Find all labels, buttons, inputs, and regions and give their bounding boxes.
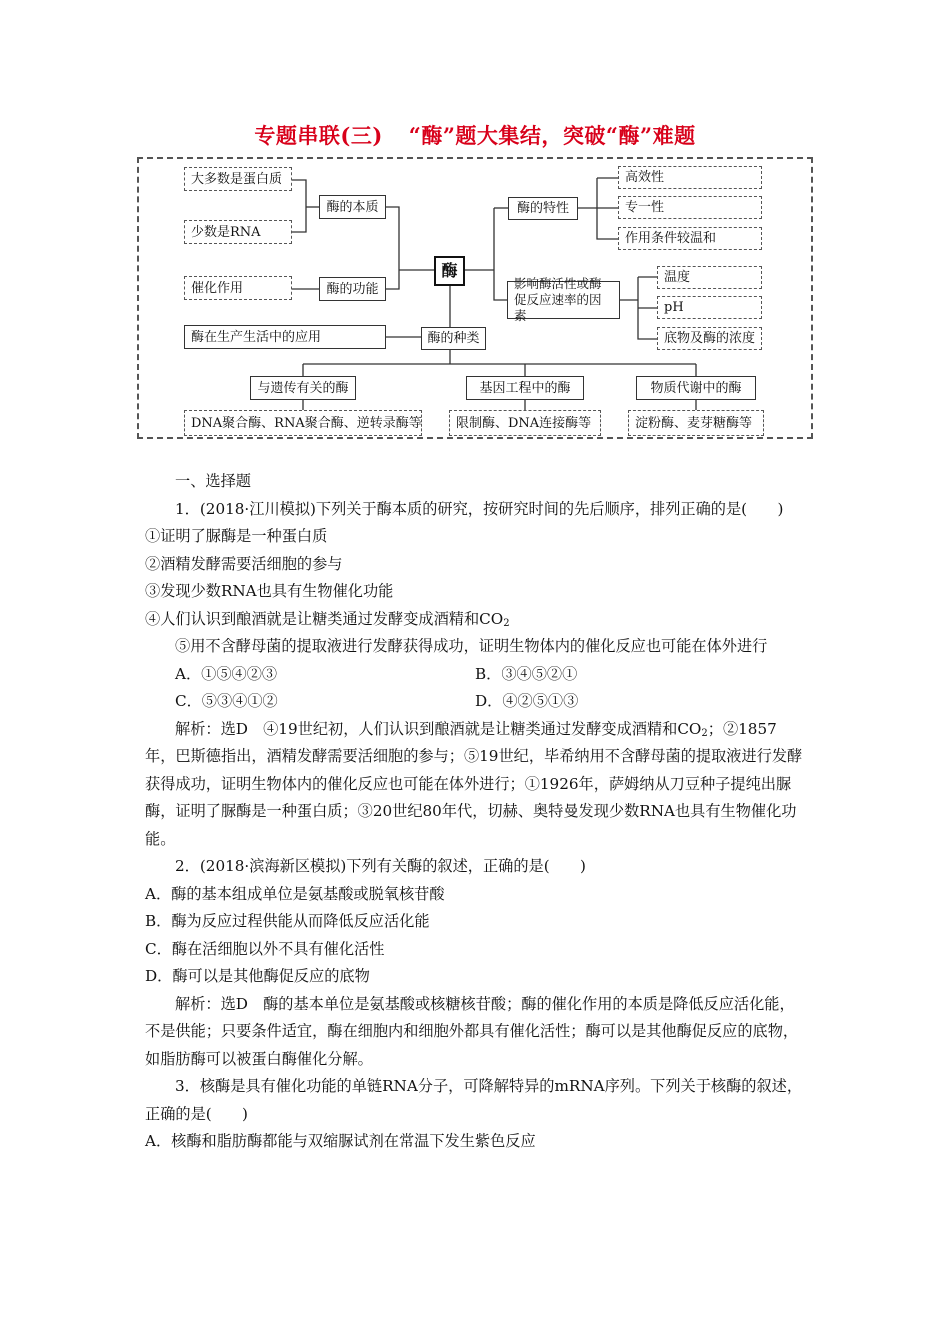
concept-item-rna: 少数是RNA bbox=[184, 220, 292, 244]
concept-type-metabolism: 物质代谢中的酶 bbox=[636, 376, 756, 400]
q1-item-4: ④人们认识到酿酒就是让糖类通过发酵变成酒精和$CO_2$ bbox=[145, 609, 510, 629]
concept-node-types: 酶的种类 bbox=[421, 327, 486, 350]
q2-option-b: B．酶为反应过程供能从而降低反应活化能 bbox=[145, 912, 430, 930]
concept-type-genetic: 与遗传有关的酶 bbox=[250, 376, 356, 400]
section-heading: 一、选择题 bbox=[175, 472, 251, 490]
q1-item-3: ③发现少数RNA也具有生物催化功能 bbox=[145, 582, 394, 600]
concept-item-efficiency: 高效性 bbox=[618, 166, 762, 189]
concept-item-protein: 大多数是蛋白质 bbox=[184, 167, 292, 191]
q2-option-a: A．酶的基本组成单位是氨基酸或脱氧核苷酸 bbox=[145, 884, 445, 903]
q1-option-c: C．⑤③④①② bbox=[175, 692, 278, 710]
q1-analysis: 解析：选D ④19世纪初，人们认识到酿酒就是让糖类通过发酵变成酒精和$CO_2$；②1857年，巴斯德指出，酒精发酵需要活细胞的参与；⑤19世纪，毕希纳用不含酵母菌的提取液进行发酵获得成功，证明生物体内的催化反应也可能在体外进行；①1926年，萨姆纳从刀豆种子提纯出脲酶，证明了脲酶是一种蛋白质；③20世纪80年代，切赫、奥特曼发现少数RNA也具有生物催化功能。 bbox=[145, 719, 803, 848]
q1-option-b: B．③④⑤②① bbox=[475, 664, 578, 683]
concept-item-concentration: 底物及酶的浓度 bbox=[657, 327, 762, 350]
concept-node-function: 酶的功能 bbox=[319, 277, 386, 301]
q2-option-d: D．酶可以是其他酶促反应的底物 bbox=[145, 967, 370, 985]
q2-stem: 2．(2018·滨海新区模拟)下列有关酶的叙述，正确的是( ) bbox=[175, 857, 586, 875]
q1-item-1: ①证明了脲酶是一种蛋白质 bbox=[145, 527, 328, 545]
concept-example-genetic: DNA聚合酶、RNA聚合酶、逆转录酶等 bbox=[184, 410, 422, 436]
concept-type-genetic-engineering: 基因工程中的酶 bbox=[466, 376, 584, 400]
q2-option-c: C．酶在活细胞以外不具有催化活性 bbox=[145, 939, 385, 958]
concept-item-temperature: 温度 bbox=[657, 266, 762, 289]
q1-options-row-2 bbox=[175, 688, 807, 716]
concept-node-application: 酶在生产生活中的应用 bbox=[184, 325, 386, 349]
concept-item-catalysis: 催化作用 bbox=[184, 276, 292, 300]
q1-item-2: ②酒精发酵需要活细胞的参与 bbox=[145, 554, 343, 573]
q1-option-a: A．①⑤④②③ bbox=[175, 664, 278, 683]
concept-item-specificity: 专一性 bbox=[618, 196, 762, 219]
q3-stem: 3．核酶是具有催化功能的单链RNA分子，可降解特异的mRNA序列。下列关于核酶的叙述，正确的是( ) bbox=[145, 1077, 803, 1123]
concept-node-factors: 影响酶活性或酶促反应速率的因素 bbox=[507, 281, 620, 319]
concept-node-properties: 酶的特性 bbox=[508, 197, 578, 220]
q2-analysis: 解析：选D 酶的基本单位是氨基酸或核糖核苷酸；酶的催化作用的本质是降低反应活化能，不是供能；只要条件适宜，酶在细胞内和细胞外都具有催化活性；酶可以是其他酶促反应的底物，如脂肪酶可以被蛋白酶催化分解。 bbox=[145, 994, 799, 1068]
question-body bbox=[145, 468, 807, 1156]
q1-option-d: D．④②⑤①③ bbox=[475, 692, 579, 710]
page-title: 专题串联(三) “酶”题大集结，突破“酶”难题 bbox=[254, 123, 696, 148]
concept-example-metabolism: 淀粉酶、麦芽糖酶等 bbox=[628, 410, 764, 436]
concept-example-genetic-engineering: 限制酶、DNA连接酶等 bbox=[449, 410, 601, 436]
concept-item-ph: pH bbox=[657, 296, 762, 319]
q1-item-5: ⑤用不含酵母菌的提取液进行发酵获得成功，证明生物体内的催化反应也可能在体外进行 bbox=[175, 637, 768, 655]
q1-stem: 1．(2018·江川模拟)下列关于酶本质的研究，按研究时间的先后顺序，排列正确的是( ) bbox=[175, 499, 784, 518]
q3-option-a: A．核酶和脂肪酶都能与双缩脲试剂在常温下发生紫色反应 bbox=[145, 1132, 536, 1150]
concept-node-nature: 酶的本质 bbox=[319, 195, 386, 219]
q1-options-row-1 bbox=[175, 661, 807, 689]
concept-item-mild-conditions: 作用条件较温和 bbox=[618, 227, 762, 250]
concept-root: 酶 bbox=[434, 256, 465, 286]
